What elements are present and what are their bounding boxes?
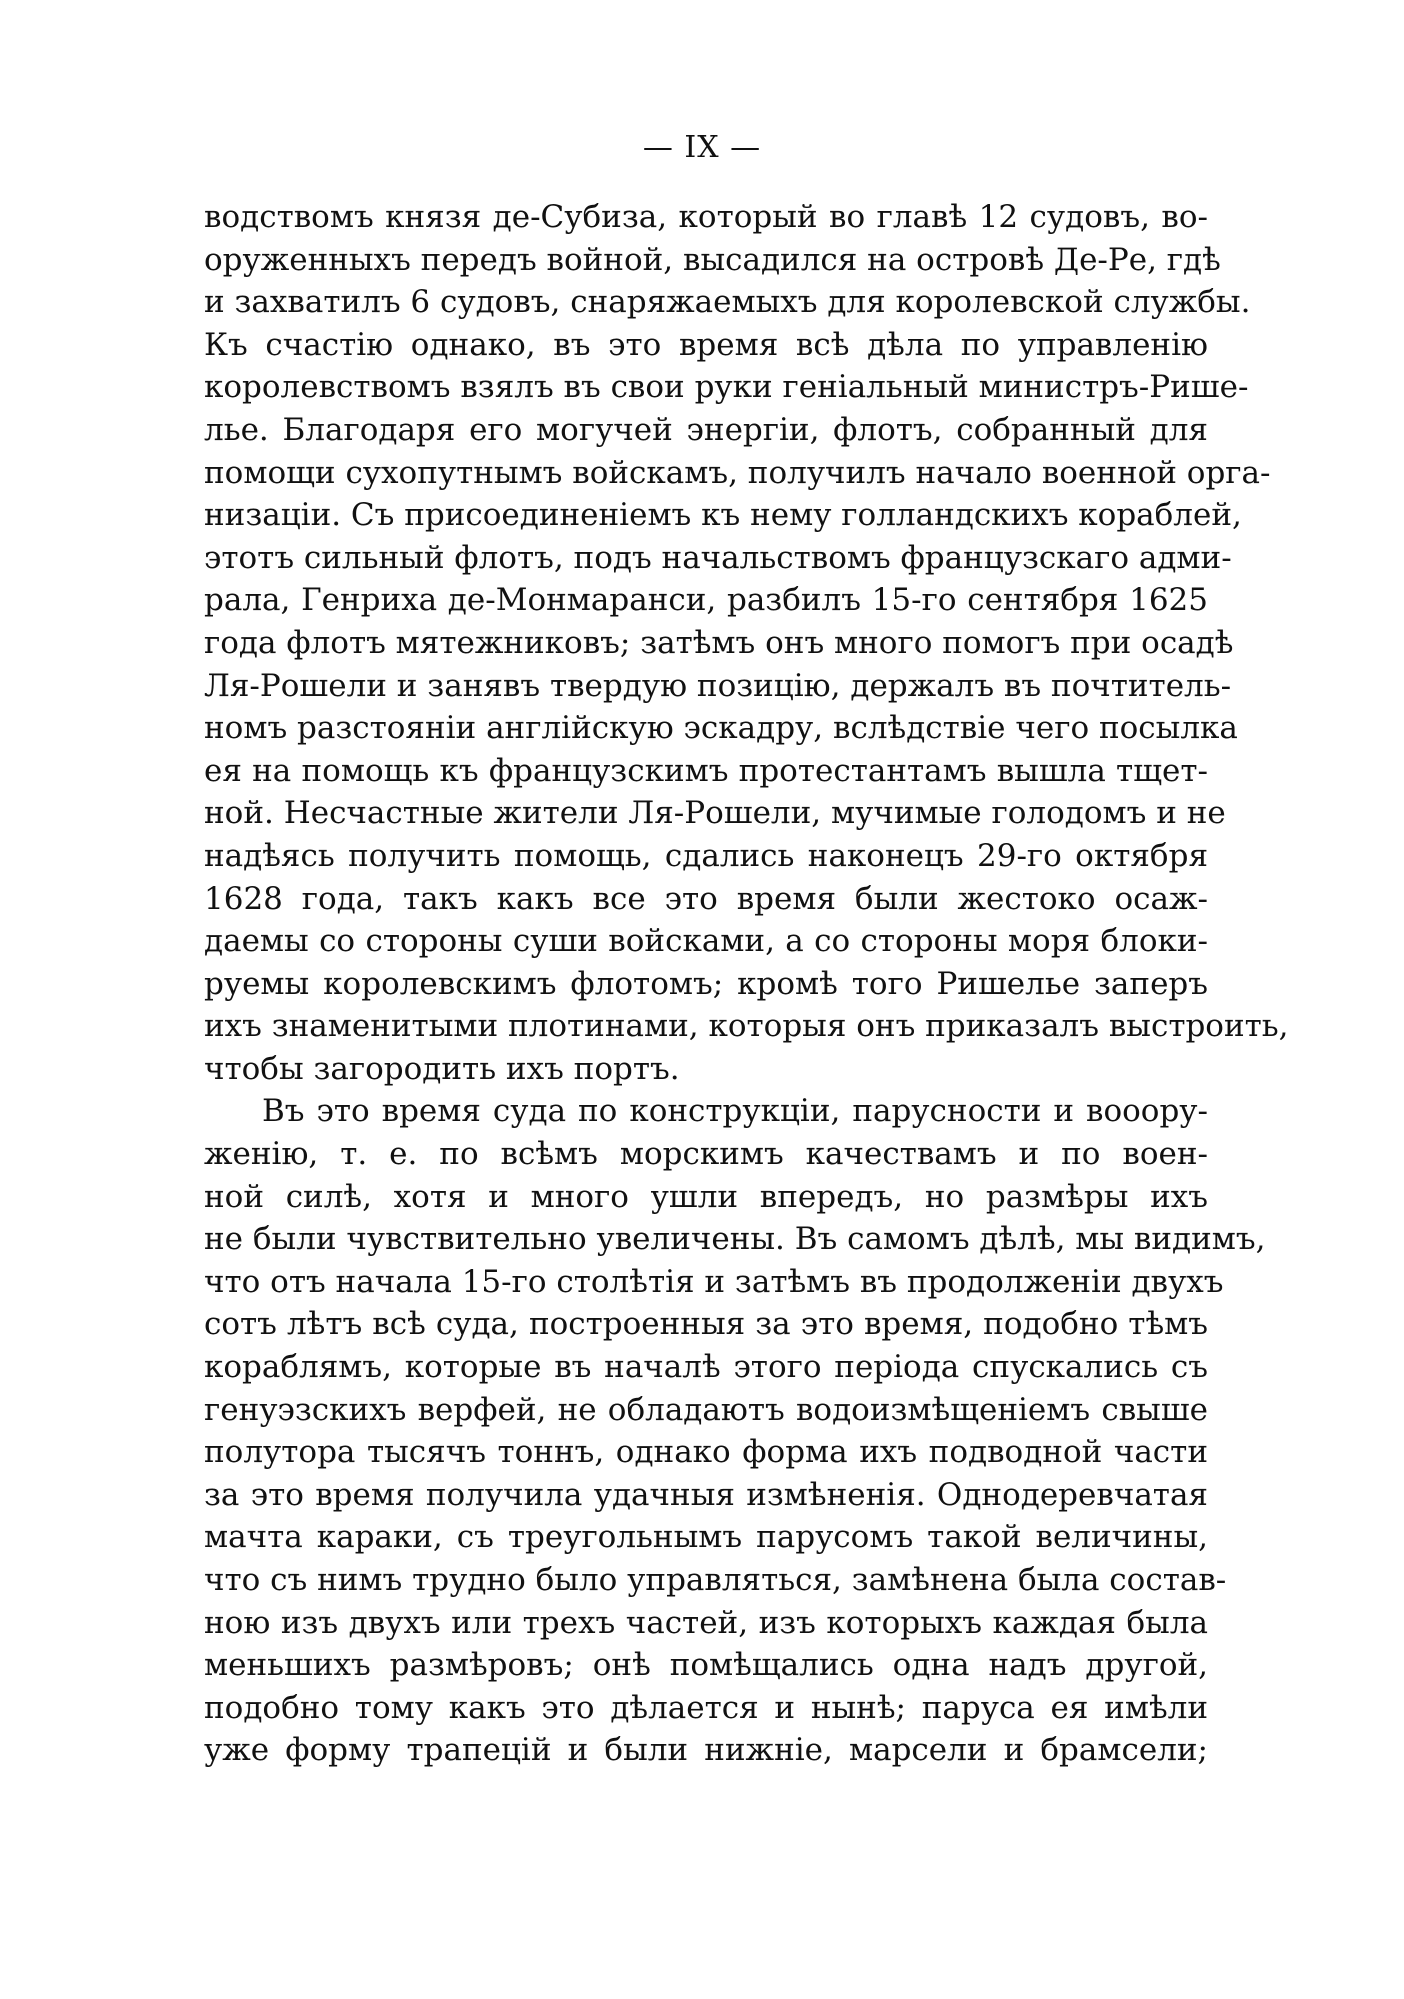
text-line: 1628 года, такъ какъ все это время были жестоко осаж- (204, 880, 1208, 917)
text-line: рала, Генриха де-Монмаранси, разбилъ 15-го сентября 1625 (204, 582, 1208, 619)
text-line: ея на помощь къ французскимъ протестантамъ вышла тщет- (204, 752, 1208, 789)
text-line: лье. Благодаря его могучей энергіи, флотъ, собранный для (204, 411, 1208, 448)
text-line: ной силѣ, хотя и много ушли впередъ, но размѣры ихъ (204, 1178, 1208, 1215)
text-line: меньшихъ размѣровъ; онѣ помѣщались одна надъ другой, (204, 1647, 1208, 1684)
body-text (204, 196, 1289, 1772)
text-line: подобно тому какъ это дѣлается и нынѣ; паруса ея имѣли (204, 1689, 1208, 1726)
text-line: года флотъ мятежниковъ; затѣмъ онъ много помогъ при осадѣ (204, 624, 1234, 661)
text-line: сотъ лѣтъ всѣ суда, построенныя за это время, подобно тѣмъ (204, 1306, 1208, 1343)
text-line: ихъ знаменитыми плотинами, которыя онъ приказалъ выстроить, (204, 1008, 1289, 1045)
text-line: Къ счастію однако, въ это время всѣ дѣла по управленію (204, 326, 1208, 363)
paragraph (204, 196, 1289, 1090)
text-line: даемы со стороны суши войсками, а со стороны моря блоки- (204, 923, 1208, 960)
text-line: полутора тысячъ тоннъ, однако форма ихъ подводной части (204, 1434, 1208, 1471)
text-line: женію, т. е. по всѣмъ морскимъ качествамъ и по воен- (204, 1136, 1208, 1173)
text-line: кораблямъ, которые въ началѣ этого періода спускались съ (204, 1349, 1208, 1386)
text-line: низаціи. Съ присоединеніемъ къ нему голландскихъ кораблей, (204, 497, 1242, 534)
text-line: оруженныхъ передъ войной, высадился на островѣ Де-Ре, гдѣ (204, 241, 1221, 278)
paragraph (204, 1090, 1266, 1772)
text-line: и захватилъ 6 судовъ, снаряжаемыхъ для королевской службы. (204, 284, 1251, 321)
text-line: Въ это время суда по конструкціи, парусности и вооору- (262, 1093, 1208, 1130)
text-line: Ля-Рошели и занявъ твердую позицію, держалъ въ почтитель- (204, 667, 1232, 704)
text-line: что отъ начала 15-го столѣтія и затѣмъ въ продолженіи двухъ (204, 1263, 1224, 1300)
text-line: водствомъ князя де-Субиза, который во главѣ 12 судовъ, во- (204, 199, 1208, 235)
text-line: за это время получила удачныя измѣненія. Однодеревчатая (204, 1476, 1208, 1513)
text-line: не были чувствительно увеличены. Въ самомъ дѣлѣ, мы видимъ, (204, 1221, 1266, 1258)
text-line: что съ нимъ трудно было управляться, замѣнена была состав- (204, 1562, 1227, 1598)
text-line: надѣясь получить помощь, сдались наконецъ 29-го октября (204, 837, 1208, 874)
text-line: номъ разстояніи англійскую эскадру, вслѣдствіе чего посылка (204, 710, 1238, 747)
text-line: королевствомъ взялъ въ свои руки геніальный министръ-Рише- (204, 369, 1249, 406)
text-line: генуэзскихъ верфей, не обладаютъ водоизмѣщеніемъ свыше (204, 1391, 1208, 1428)
page-number: — IX — (642, 130, 762, 165)
text-line: ною изъ двухъ или трехъ частей, изъ которыхъ каждая была (204, 1604, 1208, 1641)
text-line: мачта караки, съ треугольнымъ парусомъ такой величины, (204, 1519, 1208, 1556)
text-line: уже форму трапецій и были нижніе, марсели и брамсели; (204, 1732, 1208, 1769)
text-line: этотъ сильный флотъ, подъ начальствомъ французскаго адми- (204, 539, 1232, 576)
text-line: руемы королевскимъ флотомъ; кромѣ того Ришелье заперъ (204, 965, 1208, 1002)
text-line: ной. Несчастные жители Ля-Рошели, мучимые голодомъ и не (204, 795, 1226, 832)
text-line: чтобы загородить ихъ портъ. (204, 1050, 680, 1087)
text-line: помощи сухопутнымъ войскамъ, получилъ начало военной орга- (204, 454, 1271, 491)
